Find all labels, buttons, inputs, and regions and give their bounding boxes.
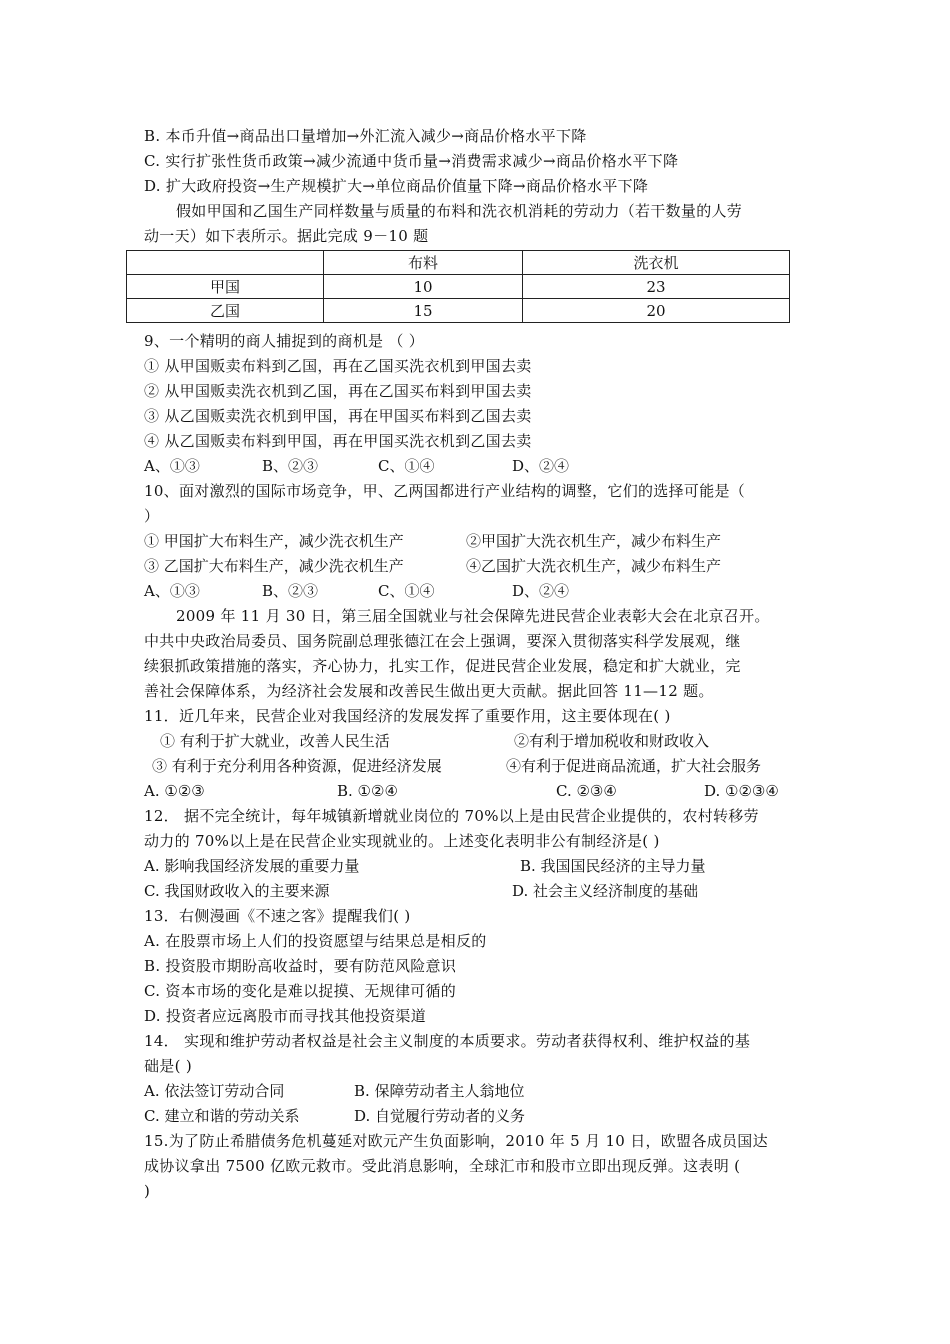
table-cell: 15: [324, 299, 523, 323]
question-9-option-c: C、①④: [378, 457, 435, 475]
table-intro-line-1: 假如甲国和乙国生产同样数量与质量的布料和洗衣机消耗的劳动力（若干数量的人劳: [176, 202, 743, 220]
question-9-item: ④ 从乙国贩卖布料到甲国，再在甲国买洗衣机到乙国去卖: [144, 432, 532, 450]
question-14-stem-cont: 础是( ): [144, 1057, 192, 1075]
question-10-stem: 10、面对激烈的国际市场竞争，甲、乙两国都进行产业结构的调整，它们的选择可能是（: [144, 482, 746, 500]
question-9-item: ③ 从乙国贩卖洗衣机到甲国，再在甲国买布料到乙国去卖: [144, 407, 532, 425]
table-cell: 23: [523, 275, 790, 299]
question-15-stem-cont: 成协议拿出 7500 亿欧元救市。受此消息影响，全球汇市和股市立即出现反弹。这表明 (: [144, 1157, 741, 1175]
table-header-cell: [127, 251, 324, 275]
question-14-option-c: C. 建立和谐的劳动关系: [144, 1107, 300, 1125]
question-10-item: ④乙国扩大洗衣机生产，减少布料生产: [466, 557, 722, 575]
question-13-stem: 13．右侧漫画《不速之客》提醒我们( ): [144, 907, 411, 925]
passage-line: 续狠抓政策措施的落实，齐心协力，扎实工作，促进民营企业发展，稳定和扩大就业，完: [144, 657, 741, 675]
question-9-item: ② 从甲国贩卖洗衣机到乙国，再在乙国买布料到甲国去卖: [144, 382, 532, 400]
question-13-option-a: A. 在股票市场上人们的投资愿望与结果总是相反的: [144, 932, 487, 950]
question-11-item: ④有利于促进商品流通，扩大社会服务: [506, 757, 762, 775]
option-d-previous: D. 扩大政府投资→生产规模扩大→单位商品价值量下降→商品价格水平下降: [144, 177, 649, 195]
question-15-stem-end: ): [144, 1182, 151, 1200]
question-9-option-a: A、①③: [144, 457, 200, 475]
question-9-option-b: B、②③: [262, 457, 319, 475]
question-10-option-a: A、①③: [144, 582, 200, 600]
question-11-option-a: A. ①②③: [144, 782, 205, 800]
passage-line: 中共中央政治局委员、国务院副总理张德江在会上强调，要深入贯彻落实科学发展观，继: [144, 632, 741, 650]
question-11-item: ① 有利于扩大就业，改善人民生活: [160, 732, 390, 750]
table-cell: 乙国: [127, 299, 324, 323]
question-13-option-d: D. 投资者应远离股市而寻找其他投资渠道: [144, 1007, 427, 1025]
table-row: [127, 275, 790, 299]
question-11-item: ③ 有利于充分利用各种资源，促进经济发展: [152, 757, 442, 775]
question-11-option-d: D. ①②③④: [704, 782, 779, 800]
question-11-item: ②有利于增加税收和财政收入: [514, 732, 710, 750]
table-cell: 20: [523, 299, 790, 323]
question-11-option-c: C. ②③④: [556, 782, 617, 800]
question-13-option-c: C. 资本市场的变化是难以捉摸、无规律可循的: [144, 982, 457, 1000]
table-cell: 10: [324, 275, 523, 299]
question-9-stem: 9、一个精明的商人捕捉到的商机是 （ ）: [144, 332, 425, 350]
question-14-option-b: B. 保障劳动者主人翁地位: [354, 1082, 525, 1100]
question-10-option-c: C、①④: [378, 582, 435, 600]
question-14-option-a: A. 依法签订劳动合同: [144, 1082, 285, 1100]
question-13-option-b: B. 投资股市期盼高收益时，要有防范风险意识: [144, 957, 457, 975]
question-14-option-d: D. 自觉履行劳动者的义务: [354, 1107, 526, 1125]
question-12-stem: 12． 据不完全统计，每年城镇新增就业岗位的 70%以上是由民营企业提供的，农村转移劳: [144, 807, 759, 825]
passage-line: 2009 年 11 月 30 日，第三届全国就业与社会保障先进民营企业表彰大会在北京召开。: [176, 607, 770, 625]
question-10-option-b: B、②③: [262, 582, 319, 600]
question-11-option-b: B. ①②④: [337, 782, 398, 800]
question-9-option-d: D、②④: [512, 457, 570, 475]
question-10-item: ① 甲国扩大布料生产，减少洗衣机生产: [144, 532, 404, 550]
question-15-stem: 15.为了防止希腊债务危机蔓延对欧元产生负面影响，2010 年 5 月 10 日，欧盟各成员国达: [144, 1132, 768, 1150]
question-12-option-c: C. 我国财政收入的主要来源: [144, 882, 330, 900]
question-14-stem: 14． 实现和维护劳动者权益是社会主义制度的本质要求。劳动者获得权利、维护权益的基: [144, 1032, 751, 1050]
question-12-option-b: B. 我国国民经济的主导力量: [520, 857, 706, 875]
table-header-row: [127, 251, 790, 275]
question-10-stem-cont: ）: [144, 507, 160, 525]
question-12-option-d: D. 社会主义经济制度的基础: [512, 882, 699, 900]
question-10-item: ③ 乙国扩大布料生产，减少洗衣机生产: [144, 557, 404, 575]
option-b-previous: B. 本币升值→商品出口量增加→外汇流入减少→商品价格水平下降: [144, 127, 587, 145]
labor-table: [126, 250, 790, 323]
question-9-item: ① 从甲国贩卖布料到乙国，再在乙国买洗衣机到甲国去卖: [144, 357, 532, 375]
question-12-option-a: A. 影响我国经济发展的重要力量: [144, 857, 360, 875]
option-c-previous: C. 实行扩张性货币政策→减少流通中货币量→消费需求减少→商品价格水平下降: [144, 152, 679, 170]
question-11-stem: 11．近几年来，民营企业对我国经济的发展发挥了重要作用，这主要体现在( ): [144, 707, 671, 725]
passage-line: 善社会保障体系，为经济社会发展和改善民生做出更大贡献。据此回答 11—12 题。: [144, 682, 714, 700]
table-header-cell: 布料: [324, 251, 523, 275]
question-10-item: ②甲国扩大洗衣机生产，减少布料生产: [466, 532, 722, 550]
table-header-cell: 洗衣机: [523, 251, 790, 275]
table-cell: 甲国: [127, 275, 324, 299]
table-row: [127, 299, 790, 323]
question-10-option-d: D、②④: [512, 582, 570, 600]
table-intro-line-2: 动一天）如下表所示。据此完成 9－10 题: [144, 227, 429, 245]
question-12-stem-cont: 动力的 70%以上是在民营企业实现就业的。上述变化表明非公有制经济是( ): [144, 832, 660, 850]
